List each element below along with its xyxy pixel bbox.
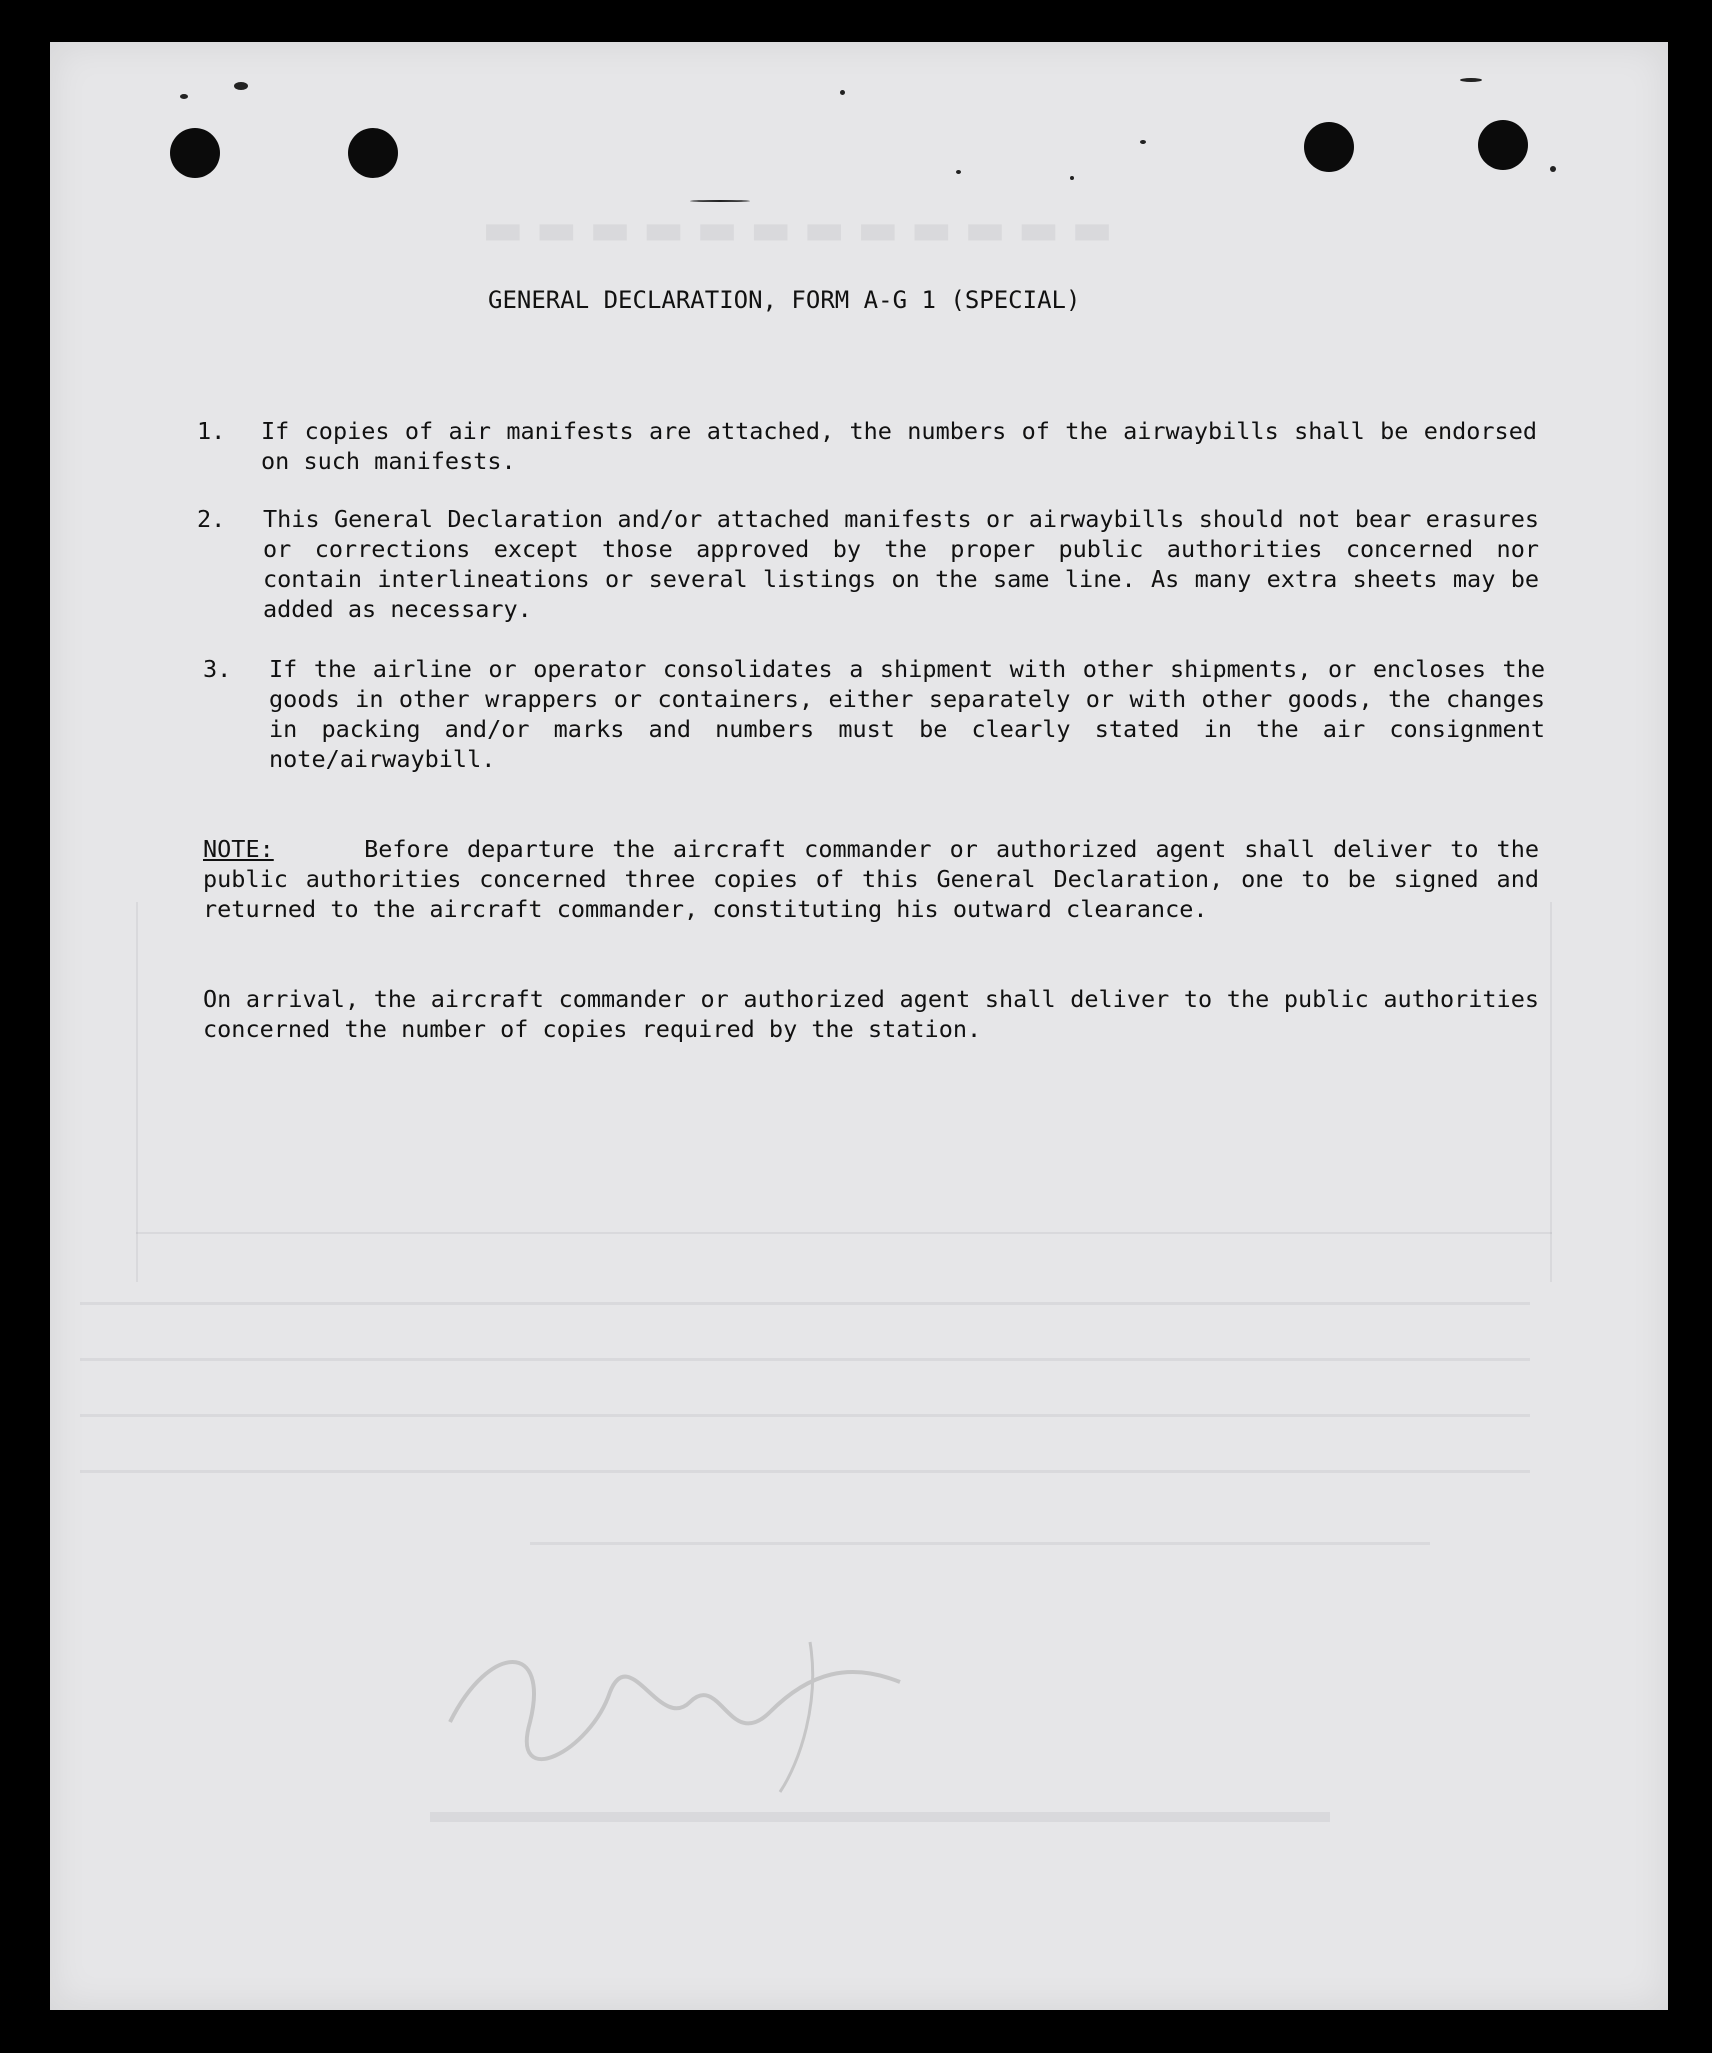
instruction-text: This General Declaration and/or attached manifests or airwaybills should not bear erasures or corrections except those approved by the proper public authorities concerned nor contain interlineations or several listings on the same line. As many extra sheets may be added as necessary. bbox=[263, 505, 1539, 623]
arrival-paragraph: On arrival, the aircraft commander or authorized agent shall deliver to the public authorities concerned the number of copies required by the station. bbox=[203, 985, 1539, 1043]
instruction-text: If the airline or operator consolidates a shipment with other shipments, or encloses the goods in other wrappers or containers, either separately or with other goods, the changes in packing and/or marks and numbers must be clearly stated in the air consignment note/airwaybill. bbox=[269, 655, 1545, 773]
note-text: Before departure the aircraft commander or authorized agent shall deliver to the public authorities concerned three copies of this General Declaration, one to be signed and returned to the aircraft commander, constituting his outward clearance. bbox=[203, 835, 1539, 923]
page-title: GENERAL DECLARATION, FORM A-G 1 (SPECIAL) bbox=[488, 286, 1081, 314]
note-label: NOTE: bbox=[203, 835, 274, 863]
instruction-number: 1. bbox=[197, 417, 226, 445]
instruction-text: If copies of air manifests are attached, the numbers of the airwaybills shall be endorsed on such manifests. bbox=[261, 417, 1537, 475]
instruction-number: 2. bbox=[197, 505, 226, 533]
instruction-number: 3. bbox=[203, 655, 232, 683]
note-paragraph bbox=[203, 834, 1539, 924]
bleed-through-ghost: ▬▬▬▬▬▬▬▬▬▬▬▬ bbox=[470, 210, 1113, 261]
